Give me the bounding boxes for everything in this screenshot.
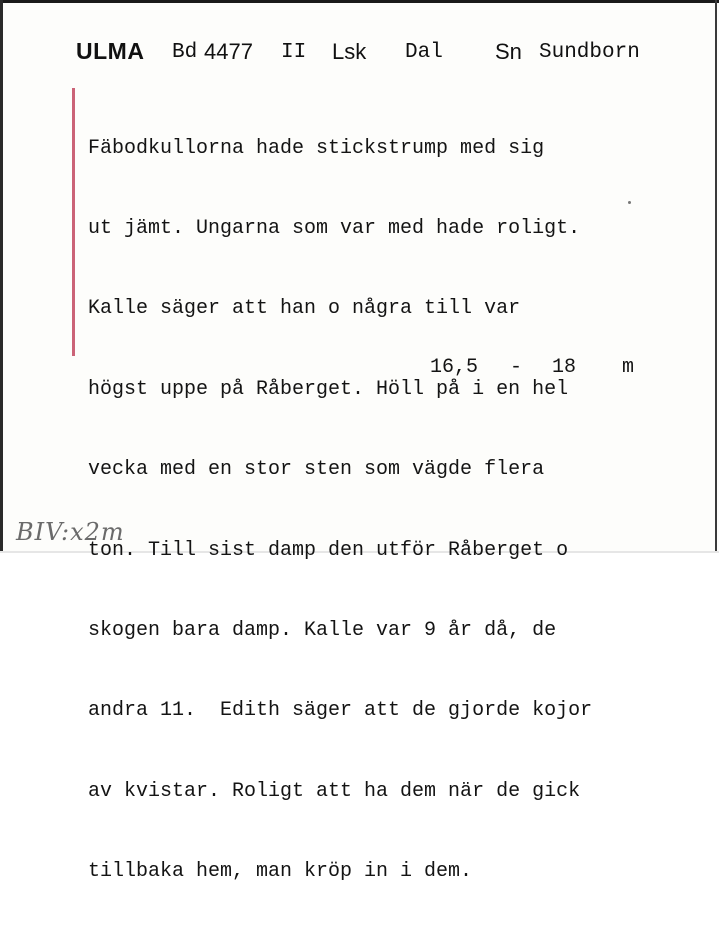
- text-line: Kalle säger att han o några till var: [88, 297, 521, 321]
- ink-speck: [628, 201, 631, 204]
- text-line: tillbaka hem, man kröp in i dem.: [88, 860, 473, 884]
- card-header: [76, 38, 676, 70]
- record-text: [88, 82, 592, 940]
- landskap-value: Dal: [405, 41, 443, 64]
- measure-dash: -: [510, 356, 523, 379]
- text-line: ut jämt. Ungarna som var med hade roligt.: [88, 216, 581, 240]
- measure-to: 18: [552, 356, 577, 379]
- card-top-edge: [0, 0, 719, 3]
- text-line: andra 11. Edith säger att de gjorde kojor: [88, 699, 593, 723]
- margin-line: [72, 88, 75, 356]
- card-left-edge: [0, 0, 3, 553]
- section-number: II: [281, 41, 307, 64]
- text-line: skogen bara damp. Kalle var 9 år då, de: [88, 618, 557, 642]
- volume-number: 4477: [204, 39, 253, 64]
- volume-label: Bd: [172, 41, 198, 64]
- handwritten-shelfmark: BIV:x2m: [16, 518, 125, 546]
- text-line: högst uppe på Råberget. Höll på i en hel: [88, 377, 569, 401]
- landskap-label: Lsk: [332, 39, 367, 64]
- measure-unit: m: [622, 356, 635, 379]
- measure-from: 16,5: [430, 356, 479, 379]
- card-right-edge: [715, 0, 717, 553]
- text-line: av kvistar. Roligt att ha dem när de gick: [88, 779, 581, 803]
- text-line: vecka med en stor sten som vägde flera: [88, 458, 545, 482]
- socken-label: Sn: [495, 39, 522, 64]
- text-line: ton. Till sist damp den utför Råberget o: [88, 538, 569, 562]
- socken-value: Sundborn: [539, 41, 640, 64]
- archive-code: ULMA: [76, 38, 145, 64]
- text-line: Fäbodkullorna hade stickstrump med sig: [88, 136, 545, 160]
